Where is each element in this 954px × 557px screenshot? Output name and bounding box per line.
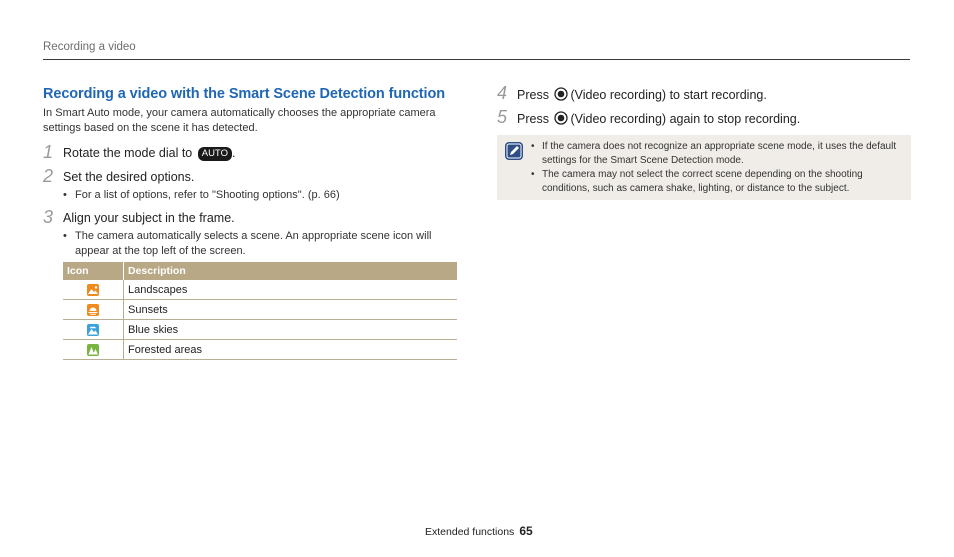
table-row — [63, 340, 457, 360]
step-text: Rotate the mode dial to AUTO . — [63, 146, 236, 160]
step-number: 1 — [43, 142, 54, 162]
table-cell-description: Sunsets — [124, 300, 458, 320]
step-number: 2 — [43, 166, 54, 186]
video-record-button-icon — [554, 87, 568, 104]
table-header-description: Description — [124, 262, 458, 280]
note-bullet: • The camera may not select the correct scene depending on the shooting conditions, such as camera shake, lighting, or distance to the subject. — [531, 169, 863, 194]
step-bullet: • For a list of options, refer to "Shooting options". (p. 66) — [63, 189, 340, 201]
auto-mode-badge: AUTO — [198, 147, 232, 161]
page-number: 65 — [519, 524, 533, 538]
step-number: 4 — [497, 83, 508, 103]
step-number: 5 — [497, 107, 508, 127]
header-rule — [43, 59, 910, 60]
step-number: 3 — [43, 207, 54, 227]
step-bullet: • The camera automatically selects a scene. An appropriate scene icon will appear at the top left of the screen. — [63, 230, 432, 257]
blue-sky-scene-icon — [87, 324, 99, 336]
step-text: Press (Video recording) again to stop recording. — [517, 112, 801, 126]
table-cell-description: Landscapes — [124, 280, 458, 300]
left-column — [43, 86, 458, 136]
table-cell-description: Forested areas — [124, 340, 458, 360]
table-header-icon: Icon — [63, 262, 124, 280]
table-header-row — [63, 262, 457, 280]
note-box — [497, 135, 911, 200]
forest-scene-icon — [87, 344, 99, 356]
table-row — [63, 320, 457, 340]
table-row — [63, 280, 457, 300]
video-record-button-icon — [554, 111, 568, 128]
section-title: Recording a video with the Smart Scene Detection function — [43, 86, 445, 102]
landscape-scene-icon — [87, 284, 99, 296]
section-label: Recording a video — [43, 41, 136, 53]
sunset-scene-icon — [87, 304, 99, 316]
footer-label: Extended functions — [425, 526, 515, 538]
note-pencil-icon — [504, 141, 524, 161]
step-text: Press (Video recording) to start recording. — [517, 88, 767, 102]
note-bullet: • If the camera does not recognize an appropriate scene mode, it uses the default settings for the Smart Scene Detection mode. — [531, 141, 897, 166]
page-footer — [425, 524, 533, 538]
table-row — [63, 300, 457, 320]
step-text: Align your subject in the frame. — [63, 211, 235, 225]
step-text: Set the desired options. — [63, 170, 195, 184]
section-intro: In Smart Auto mode, your camera automatically chooses the appropriate camera settings based on the scene it has detected. — [43, 107, 436, 134]
scene-table — [63, 262, 457, 360]
table-cell-description: Blue skies — [124, 320, 458, 340]
